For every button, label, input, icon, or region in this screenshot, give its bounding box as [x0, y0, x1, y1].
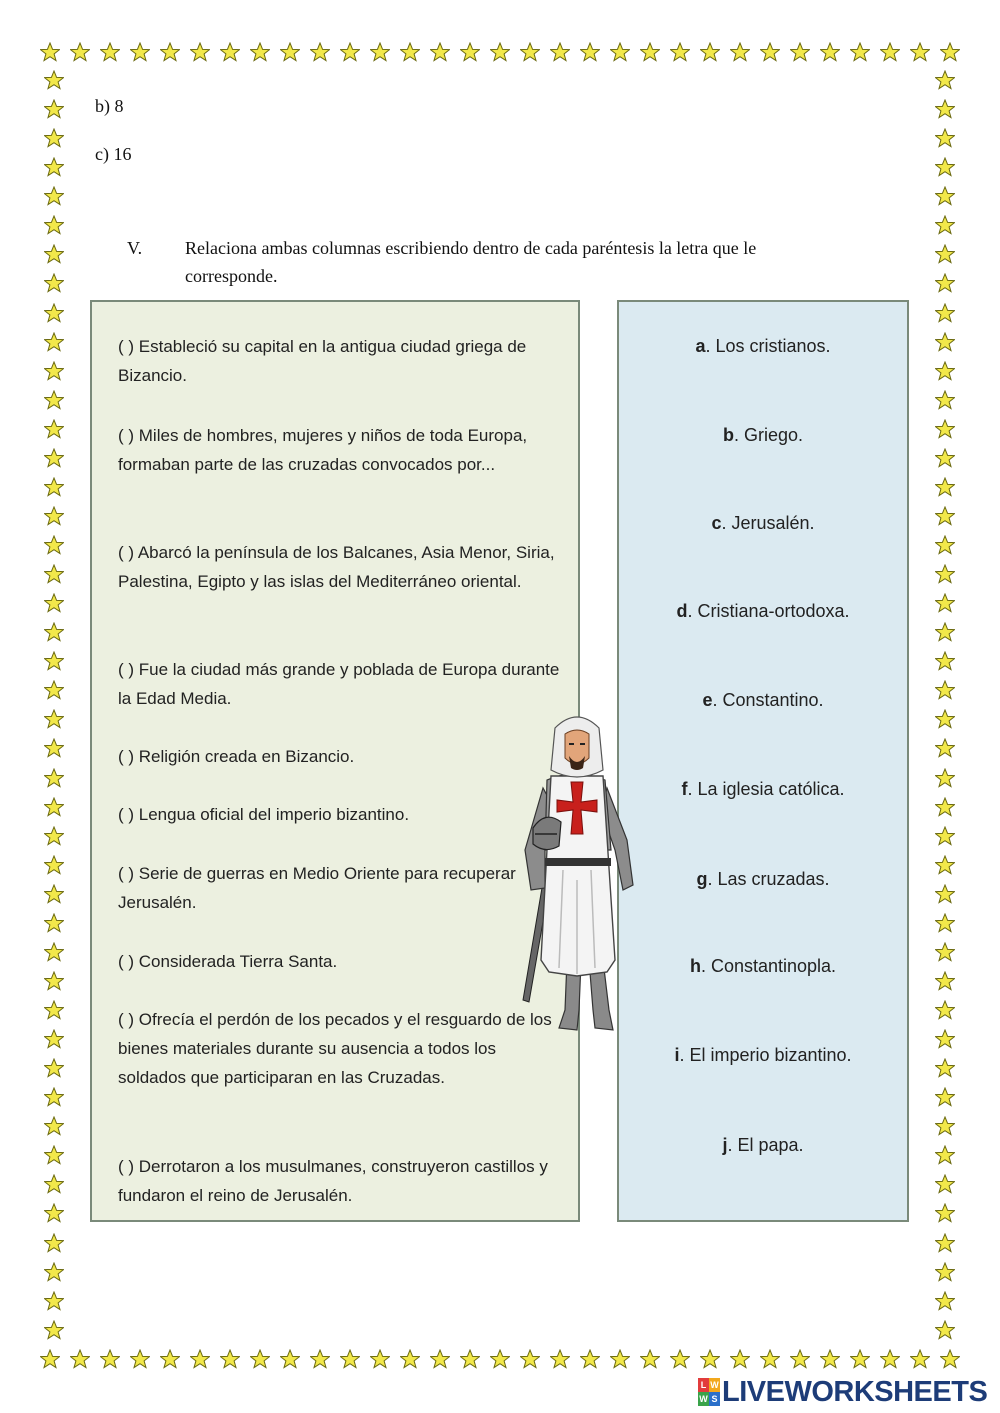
star-icon [670, 42, 690, 62]
star-icon [44, 1087, 64, 1107]
star-icon [44, 244, 64, 264]
right-item-text: . Cristiana-ortodoxa. [687, 601, 850, 621]
star-icon [44, 1029, 64, 1049]
right-item-text: . Constantinopla. [700, 956, 837, 976]
star-icon [940, 42, 960, 62]
star-icon [70, 42, 90, 62]
star-icon [935, 1087, 955, 1107]
star-icon [44, 1291, 64, 1311]
left-item: ( ) Abarcó la península de los Balcanes, Asia Menor, Siria, Palestina, Egipto y las islas del Mediterráneo oriental. [118, 543, 555, 591]
star-icon [40, 42, 60, 62]
star-icon [935, 99, 955, 119]
star-icon [940, 1349, 960, 1369]
left-item: ( ) Serie de guerras en Medio Oriente para recuperar Jerusalén. [118, 864, 516, 912]
star-icon [44, 157, 64, 177]
right-item-j [619, 1135, 907, 1156]
star-icon [935, 651, 955, 671]
star-icon [935, 1233, 955, 1253]
star-icon [640, 1349, 660, 1369]
option-c: c) 16 [95, 144, 132, 164]
left-item: ( ) Religión creada en Bizancio. [118, 747, 355, 766]
question-number: V. [127, 238, 143, 258]
star-icon [460, 42, 480, 62]
star-icon [935, 1058, 955, 1078]
star-icon [44, 1203, 64, 1223]
badge-letter: L [698, 1378, 709, 1392]
star-icon [190, 1349, 210, 1369]
star-icon [580, 42, 600, 62]
star-icon [44, 971, 64, 991]
star-icon [340, 1349, 360, 1369]
right-item-letter: a [695, 336, 706, 356]
star-icon [44, 361, 64, 381]
star-icon [280, 42, 300, 62]
right-item-f [619, 779, 907, 800]
right-item-letter: i [674, 1045, 680, 1065]
star-icon [520, 1349, 540, 1369]
left-item: ( ) Estableció su capital en la antigua ciudad griega de Bizancio. [118, 337, 527, 385]
star-icon [44, 1058, 64, 1078]
option-b: b) 8 [95, 96, 124, 116]
star-icon [640, 42, 660, 62]
brand-text: LIVEWORKSHEETS [722, 1375, 988, 1408]
star-icon [935, 913, 955, 933]
star-icon [935, 1029, 955, 1049]
star-icon [520, 42, 540, 62]
right-item-letter: f [681, 779, 688, 799]
star-icon [340, 42, 360, 62]
star-icon [730, 42, 750, 62]
right-item-letter: d [676, 601, 688, 621]
star-icon [850, 1349, 870, 1369]
star-icon [44, 1145, 64, 1165]
star-icon [460, 1349, 480, 1369]
star-icon [935, 826, 955, 846]
star-icon [44, 564, 64, 584]
star-icon [935, 564, 955, 584]
star-icon [44, 448, 64, 468]
star-icon [44, 332, 64, 352]
star-icon [44, 1174, 64, 1194]
star-icon [44, 99, 64, 119]
star-icon [310, 42, 330, 62]
right-item-letter: b [722, 425, 734, 445]
right-item-letter: j [722, 1135, 728, 1155]
star-icon [935, 332, 955, 352]
star-icon [790, 42, 810, 62]
star-icon [760, 1349, 780, 1369]
star-icon [935, 70, 955, 90]
star-icon [935, 1262, 955, 1282]
star-icon [935, 971, 955, 991]
star-icon [400, 1349, 420, 1369]
star-border-bottom [40, 1349, 960, 1369]
star-icon [935, 390, 955, 410]
star-icon [550, 42, 570, 62]
star-icon [790, 1349, 810, 1369]
star-icon [100, 1349, 120, 1369]
star-icon [850, 42, 870, 62]
right-item-i [619, 1045, 907, 1066]
star-icon [935, 244, 955, 264]
star-icon [935, 1145, 955, 1165]
star-border-top [40, 42, 960, 62]
star-icon [935, 1174, 955, 1194]
star-icon [490, 1349, 510, 1369]
badge-letter: W [699, 1394, 708, 1404]
right-item-e [619, 690, 907, 711]
right-item-text: . Griego. [733, 425, 804, 445]
star-icon [730, 1349, 750, 1369]
star-icon [130, 42, 150, 62]
right-item-text: . Jerusalén. [721, 513, 815, 533]
star-icon [935, 477, 955, 497]
star-icon [44, 1262, 64, 1282]
right-item-letter: c [711, 513, 722, 533]
star-icon [44, 738, 64, 758]
star-icon [910, 42, 930, 62]
brand-badge [698, 1378, 720, 1406]
question-text: Relaciona ambas columnas escribiendo dentro de cada paréntesis la letra que le corresponde. [185, 238, 757, 286]
right-item-a [619, 336, 907, 357]
star-border-right [935, 70, 955, 1340]
star-icon [490, 42, 510, 62]
star-icon [250, 1349, 270, 1369]
star-icon [935, 593, 955, 613]
right-item-letter: h [689, 956, 701, 976]
star-icon [44, 70, 64, 90]
star-icon [430, 42, 450, 62]
star-icon [880, 42, 900, 62]
star-icon [580, 1349, 600, 1369]
star-icon [190, 42, 210, 62]
badge-letter: W [710, 1380, 719, 1390]
star-icon [70, 1349, 90, 1369]
star-icon [700, 42, 720, 62]
star-icon [44, 273, 64, 293]
crusader-knight-illustration [515, 710, 640, 1040]
star-icon [100, 42, 120, 62]
right-item-text: . Constantino. [712, 690, 824, 710]
left-item: ( ) Fue la ciudad más grande y poblada de Europa durante la Edad Media. [118, 660, 560, 708]
right-item-text: . El papa. [727, 1135, 804, 1155]
star-icon [44, 1116, 64, 1136]
star-icon [935, 884, 955, 904]
star-icon [935, 1116, 955, 1136]
star-icon [44, 884, 64, 904]
right-item-c [619, 513, 907, 534]
star-icon [935, 215, 955, 235]
star-icon [670, 1349, 690, 1369]
star-icon [935, 1000, 955, 1020]
star-icon [44, 1000, 64, 1020]
star-icon [44, 826, 64, 846]
star-icon [250, 42, 270, 62]
left-item: ( ) Considerada Tierra Santa. [118, 952, 338, 971]
star-icon [44, 186, 64, 206]
star-icon [935, 186, 955, 206]
star-icon [935, 419, 955, 439]
star-icon [44, 651, 64, 671]
badge-letter: S [709, 1392, 720, 1406]
star-icon [935, 273, 955, 293]
right-item-g [619, 869, 907, 890]
star-icon [550, 1349, 570, 1369]
left-item: ( ) Ofrecía el perdón de los pecados y el resguardo de los bienes materiales durante su ausencia a todos los soldados que participaran en las Cruzadas. [118, 1010, 552, 1087]
star-icon [935, 855, 955, 875]
star-icon [44, 390, 64, 410]
star-icon [310, 1349, 330, 1369]
right-item-text: . Las cruzadas. [707, 869, 830, 889]
star-icon [935, 942, 955, 962]
left-item: ( ) Miles de hombres, mujeres y niños de toda Europa, formaban parte de las cruzadas convocados por... [118, 426, 528, 474]
star-icon [910, 1349, 930, 1369]
star-icon [935, 1291, 955, 1311]
right-item-text: . Los cristianos. [705, 336, 831, 356]
star-icon [935, 709, 955, 729]
star-icon [430, 1349, 450, 1369]
star-icon [935, 1320, 955, 1340]
star-icon [130, 1349, 150, 1369]
star-icon [935, 622, 955, 642]
star-icon [935, 506, 955, 526]
star-icon [40, 1349, 60, 1369]
star-icon [280, 1349, 300, 1369]
star-icon [935, 680, 955, 700]
star-icon [760, 42, 780, 62]
star-icon [44, 622, 64, 642]
star-icon [44, 913, 64, 933]
star-icon [44, 1320, 64, 1340]
star-icon [44, 680, 64, 700]
right-item-letter: e [702, 690, 713, 710]
star-icon [220, 1349, 240, 1369]
right-item-letter: g [696, 869, 708, 889]
star-icon [935, 361, 955, 381]
star-icon [44, 855, 64, 875]
star-icon [935, 535, 955, 555]
star-icon [935, 1203, 955, 1223]
star-icon [44, 215, 64, 235]
star-icon [370, 42, 390, 62]
right-item-b [619, 425, 907, 446]
left-item: ( ) Derrotaron a los musulmanes, construyeron castillos y fundaron el reino de Jerusalén. [118, 1157, 548, 1205]
star-icon [44, 419, 64, 439]
star-icon [935, 128, 955, 148]
star-icon [44, 709, 64, 729]
star-icon [44, 797, 64, 817]
right-item-text: . El imperio bizantino. [679, 1045, 852, 1065]
right-item-text: . La iglesia católica. [687, 779, 845, 799]
star-icon [935, 157, 955, 177]
star-icon [935, 768, 955, 788]
star-icon [44, 593, 64, 613]
left-item: ( ) Lengua oficial del imperio bizantino. [118, 805, 410, 824]
star-icon [160, 1349, 180, 1369]
star-icon [44, 768, 64, 788]
right-item-d [619, 601, 907, 622]
star-icon [935, 448, 955, 468]
star-icon [220, 42, 240, 62]
star-icon [44, 1233, 64, 1253]
star-icon [610, 42, 630, 62]
star-icon [370, 1349, 390, 1369]
star-icon [935, 303, 955, 323]
right-item-h [619, 956, 907, 977]
star-icon [935, 797, 955, 817]
star-icon [44, 303, 64, 323]
star-icon [610, 1349, 630, 1369]
star-icon [44, 942, 64, 962]
liveworksheets-logo [698, 1376, 987, 1408]
star-icon [44, 506, 64, 526]
star-border-left [44, 70, 64, 1340]
star-icon [44, 535, 64, 555]
star-icon [880, 1349, 900, 1369]
star-icon [820, 1349, 840, 1369]
star-icon [935, 738, 955, 758]
star-icon [400, 42, 420, 62]
star-icon [44, 128, 64, 148]
star-icon [44, 477, 64, 497]
star-icon [820, 42, 840, 62]
star-icon [700, 1349, 720, 1369]
star-icon [160, 42, 180, 62]
